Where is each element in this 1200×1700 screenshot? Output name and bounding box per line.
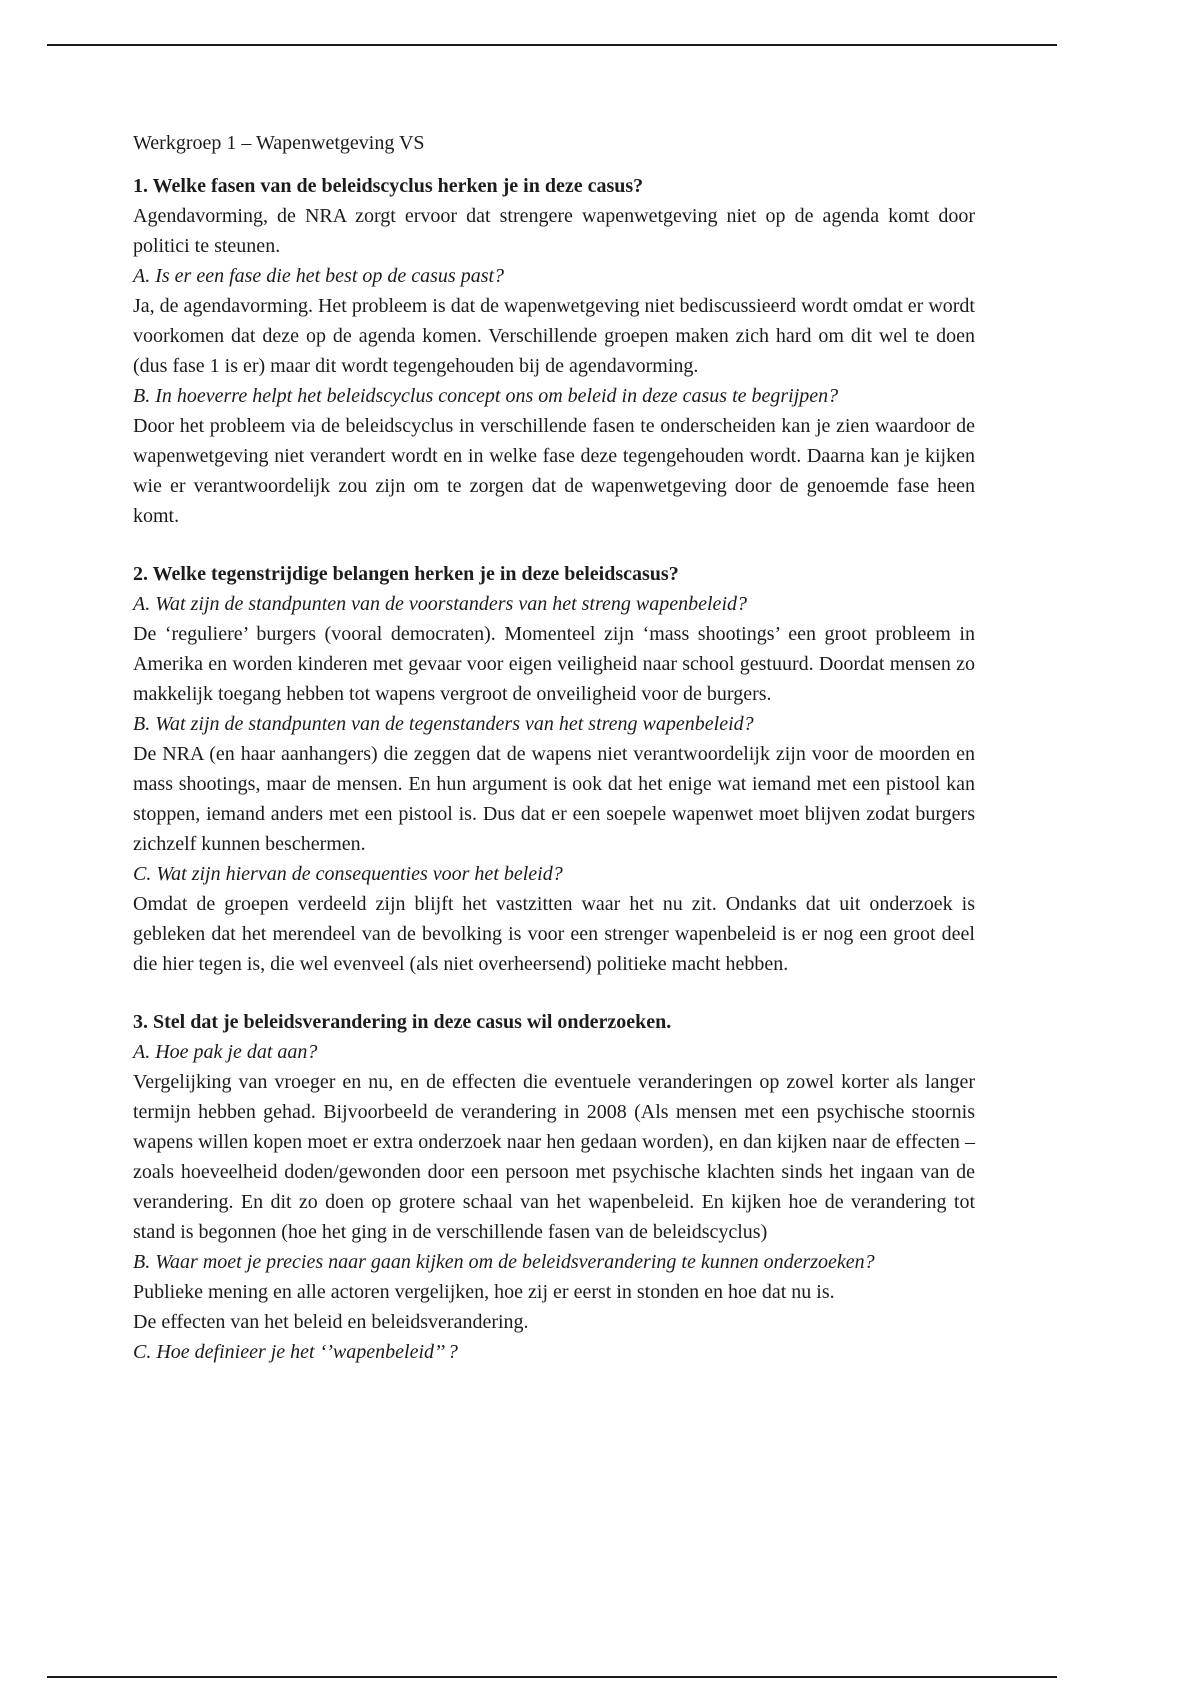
paragraph: Omdat de groepen verdeeld zijn blijft het vastzitten waar het nu zit. Ondanks dat uit onderzoek is gebleken dat het merendeel van de bevolking is voor een strenger wapenbeleid is er nog een groot deel die hier tegen is, die wel evenveel (als niet overheersend) politieke macht hebben. (133, 893, 975, 975)
section-3 (133, 1007, 975, 1367)
document-content (133, 128, 975, 1367)
paragraph: De ‘reguliere’ burgers (vooral democraten). Momenteel zijn ‘mass shootings’ een groot probleem in Amerika en worden kinderen met gevaar voor eigen veiligheid naar school gestuurd. Doordat mensen zo makkelijk toegang hebben tot wapens vergroot de onveiligheid voor de burgers. (133, 623, 975, 705)
top-divider-line (47, 44, 1057, 46)
paragraph: Ja, de agendavorming. Het probleem is dat de wapenwetgeving niet bediscussieerd wordt omdat er wordt voorkomen dat deze op de agenda komen. Verschillende groepen maken zich hard om dit wel te doen (dus fase 1 is er) maar dit wordt tegengehouden bij de agendavorming. (133, 295, 975, 377)
question-line: B. Waar moet je precies naar gaan kijken om de beleidsverandering te kunnen onderzoeken? (133, 1251, 875, 1273)
question-line: A. Is er een fase die het best op de casus past? (133, 265, 505, 287)
paragraph: Door het probleem via de beleidscyclus in verschillende fasen te onderscheiden kan je zien waardoor de wapenwetgeving niet verandert wordt en in welke fase deze tegengehouden wordt. Daarna kan je kijken wie er verantwoordelijk zou zijn om te zorgen dat de wapenwetgeving door de genoemde fase heen komt. (133, 415, 975, 527)
section-1-heading: 1. Welke fasen van de beleidscyclus herken je in deze casus? (133, 175, 644, 197)
question-line: C. Wat zijn hiervan de consequenties voor het beleid? (133, 863, 563, 885)
paragraph: Vergelijking van vroeger en nu, en de effecten die eventuele veranderingen op zowel korter als langer termijn hebben gehad. Bijvoorbeeld de verandering in 2008 (Als mensen met een psychische stoornis wapens willen kopen moet er extra onderzoek naar hen gedaan worden), en dan kijken naar de effecten – zoals hoeveelheid doden/gewonden door een persoon met psychische klachten sinds het ingaan van de verandering. En dit zo doen op grotere schaal van het wapenbeleid. En kijken hoe de verandering tot stand is begonnen (hoe het ging in de verschillende fasen van de beleidscyclus) (133, 1071, 975, 1243)
section-2-heading: 2. Welke tegenstrijdige belangen herken je in deze beleidscasus? (133, 563, 679, 585)
paragraph: Agendavorming, de NRA zorgt ervoor dat strengere wapenwetgeving niet op de agenda komt door politici te steunen. (133, 205, 975, 257)
section-2 (133, 559, 975, 979)
question-line: B. Wat zijn de standpunten van de tegenstanders van het streng wapenbeleid? (133, 713, 754, 735)
paragraph: De NRA (en haar aanhangers) die zeggen dat de wapens niet verantwoordelijk zijn voor de moorden en mass shootings, maar de mensen. En hun argument is ook dat het enige wat iemand met een pistool kan stoppen, iemand anders met een pistool is. Dus dat er een soepele wapenwet moet blijven zodat burgers zichzelf kunnen beschermen. (133, 743, 975, 855)
question-line: A. Hoe pak je dat aan? (133, 1041, 318, 1063)
paragraph: De effecten van het beleid en beleidsverandering. (133, 1311, 529, 1333)
question-line: C. Hoe definieer je het ‘’wapenbeleid’’ ? (133, 1341, 458, 1363)
paragraph: Publieke mening en alle actoren vergelijken, hoe zij er eerst in stonden en hoe dat nu is. (133, 1281, 835, 1303)
document-title: Werkgroep 1 – Wapenwetgeving VS (133, 132, 425, 154)
question-line: A. Wat zijn de standpunten van de voorstanders van het streng wapenbeleid? (133, 593, 747, 615)
section-3-heading: 3. Stel dat je beleidsverandering in deze casus wil onderzoeken. (133, 1011, 672, 1033)
question-line: B. In hoeverre helpt het beleidscyclus concept ons om beleid in deze casus te begrijpen? (133, 385, 839, 407)
bottom-divider-line (47, 1676, 1057, 1678)
section-1 (133, 171, 975, 531)
